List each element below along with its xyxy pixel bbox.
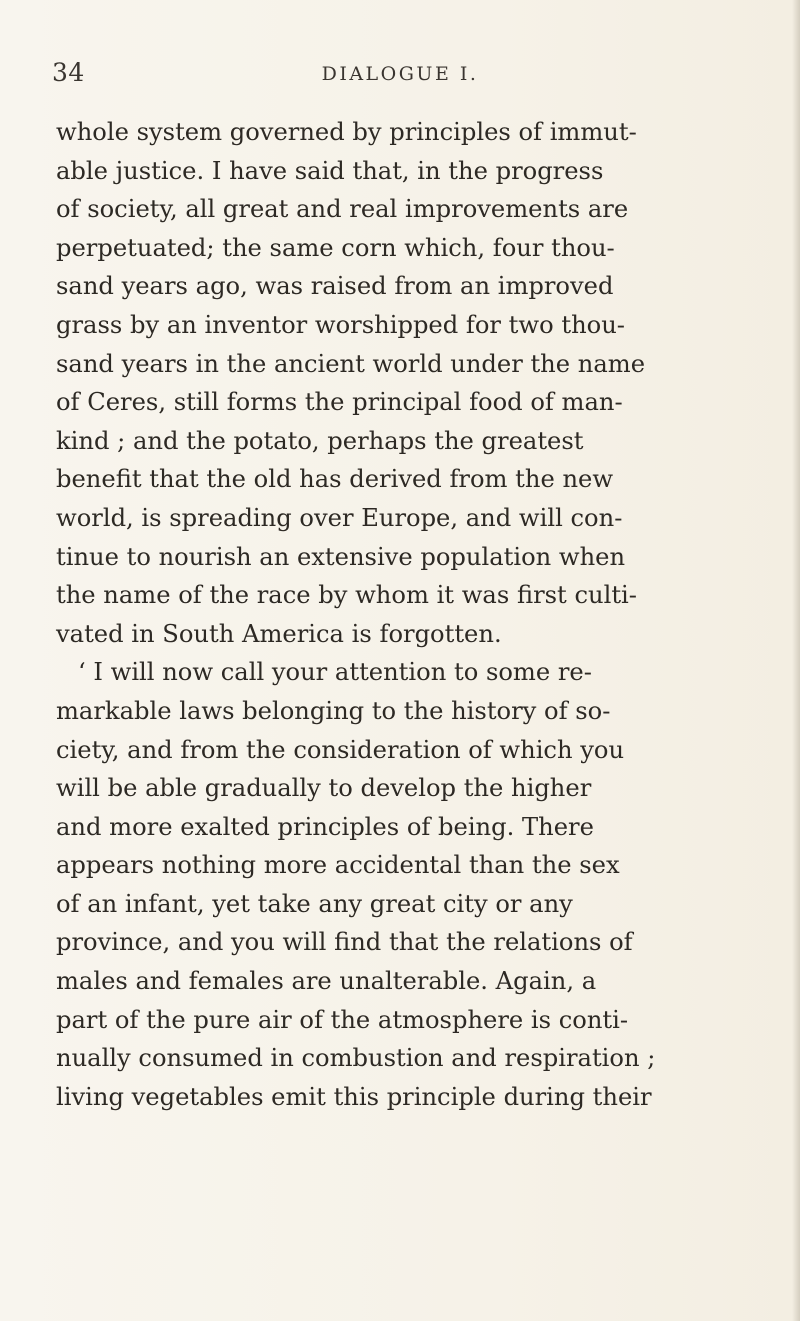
text-line: living vegetables emit this principle during their bbox=[56, 1082, 652, 1111]
text-line: markable laws belonging to the history of so- bbox=[56, 696, 611, 725]
text-line: the name of the race by whom it was first culti- bbox=[56, 581, 637, 610]
running-head: DIALOGUE I. bbox=[321, 63, 479, 85]
text-line: sand years ago, was raised from an improved bbox=[56, 272, 614, 301]
text-line: whole system governed by principles of immut- bbox=[56, 118, 637, 146]
text-line: world, is spreading over Europe, and will con- bbox=[56, 503, 623, 532]
page-header bbox=[0, 58, 800, 88]
text-line: will be able gradually to develop the higher bbox=[56, 774, 592, 803]
text-line: of society, all great and real improvements are bbox=[56, 195, 629, 224]
page-edge-shadow bbox=[792, 0, 800, 1321]
page-number: 34 bbox=[52, 58, 85, 87]
text-line: ciety, and from the consideration of which you bbox=[56, 735, 625, 764]
text-line: tinue to nourish an extensive population when bbox=[56, 542, 626, 571]
text-line: of an infant, yet take any great city or any bbox=[56, 889, 573, 918]
text-line: able justice. I have said that, in the progress bbox=[56, 156, 604, 185]
text-line: province, and you will find that the relations of bbox=[56, 928, 633, 957]
text-line: nually consumed in combustion and respiration ; bbox=[56, 1044, 656, 1073]
text-line: perpetuated; the same corn which, four thou- bbox=[56, 233, 615, 262]
text-line: and more exalted principles of being. There bbox=[56, 812, 594, 841]
text-line: grass by an inventor worshipped for two thou- bbox=[56, 310, 625, 339]
text-line: appears nothing more accidental than the sex bbox=[56, 851, 620, 880]
text-line: of Ceres, still forms the principal food of man- bbox=[56, 388, 623, 417]
text-line: sand years in the ancient world under the name bbox=[56, 349, 646, 378]
paragraph-start-line: ‘ I will now call your attention to some re- bbox=[78, 658, 592, 687]
body-text bbox=[56, 113, 776, 1116]
text-line: benefit that the old has derived from the new bbox=[56, 465, 614, 494]
text-line: males and females are unalterable. Again, a bbox=[56, 967, 597, 996]
text-line: kind ; and the potato, perhaps the greatest bbox=[56, 426, 584, 455]
text-line: part of the pure air of the atmosphere is conti- bbox=[56, 1005, 629, 1034]
text-line: vated in South America is forgotten. bbox=[56, 619, 502, 648]
